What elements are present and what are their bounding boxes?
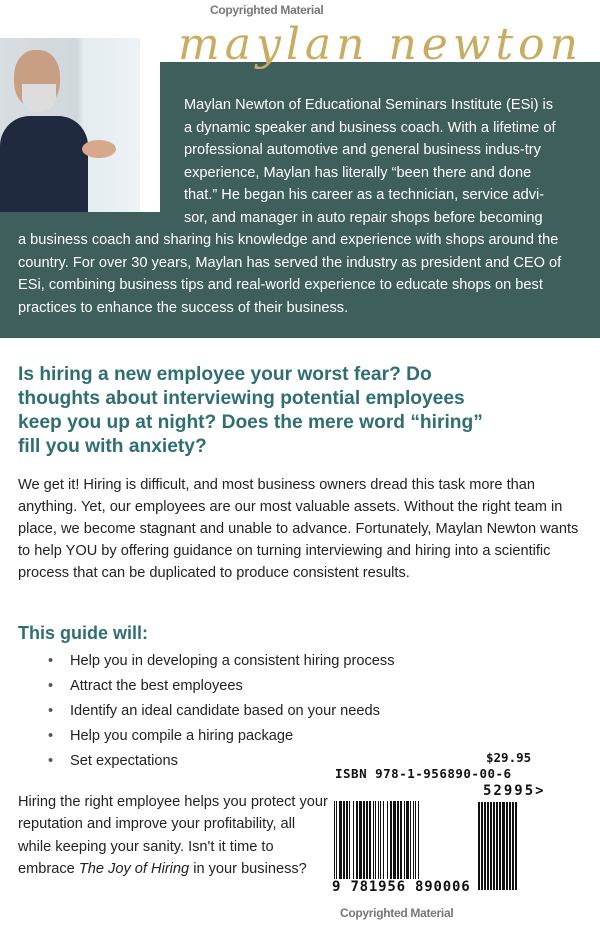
barcode-supplement — [478, 802, 544, 890]
guide-heading: This guide will: — [18, 623, 148, 643]
isbn: ISBN 978-1-956890-00-6 — [335, 766, 512, 781]
price: $29.95 — [486, 750, 532, 765]
author-photo — [0, 38, 140, 212]
watermark-bottom: Copyrighted Material — [340, 906, 454, 920]
barcode — [334, 801, 466, 889]
watermark-top: Copyrighted Material — [210, 3, 324, 17]
author-bio-continued: a business coach and sharing his knowledge and experience with shops around the country. For over 30 years, Maylan has served the industry as president and CEO of ESi, combining business tips and real-world experience to educate shops on best practices to enhance the success of their business. — [18, 232, 562, 316]
list-item: • Identify an ideal candidate based on your needs — [48, 700, 395, 725]
intro-paragraph: We get it! Hiring is difficult, and most business owners dread this task more than anything. Yet, our employees are our most valuable assets. Without the right team in place, we become stagnant and unable to advance. Fortunately, Maylan Newton wants to help YOU by offering guidance on turning interviewing and hiring into a scientific process that can be duplicated to produce consistent results. — [18, 477, 579, 581]
list-item: • Help you in developing a consistent hiring process — [48, 650, 395, 675]
barcode-bar — [517, 802, 518, 890]
author-bio: Maylan Newton of Educational Seminars Institute (ESi) is a dynamic speaker and business coach. With a lifetime of professional automotive and general business indus-try experience, Maylan has literally “been there and done that.” He began his career as a technician, service advi-sor, and manager in auto repair shops before becoming — [184, 97, 556, 226]
author-signature: maylan newton — [178, 19, 583, 70]
barcode-bar — [418, 801, 419, 889]
headline: Is hiring a new employee your worst fear? Do thoughts about interviewing potential employees keep you up at night? Does the mere word “hiring” fill you with anxiety? — [18, 364, 483, 457]
closing-paragraph: Hiring the right employee helps you protect your reputation and improve your profitability, all while keeping your sanity. Isn't it time to embrace The Joy of Hiring in your business? — [18, 794, 328, 877]
list-item: • Help you compile a hiring package — [48, 725, 395, 750]
barcode-number: 9 781956 890006 — [332, 879, 471, 895]
list-item: • Attract the best employees — [48, 675, 395, 700]
list-item: • Set expectations — [48, 750, 395, 775]
price-code: 52995> — [483, 783, 546, 799]
book-title: The Joy of Hiring — [78, 860, 190, 877]
guide-list — [48, 650, 395, 775]
